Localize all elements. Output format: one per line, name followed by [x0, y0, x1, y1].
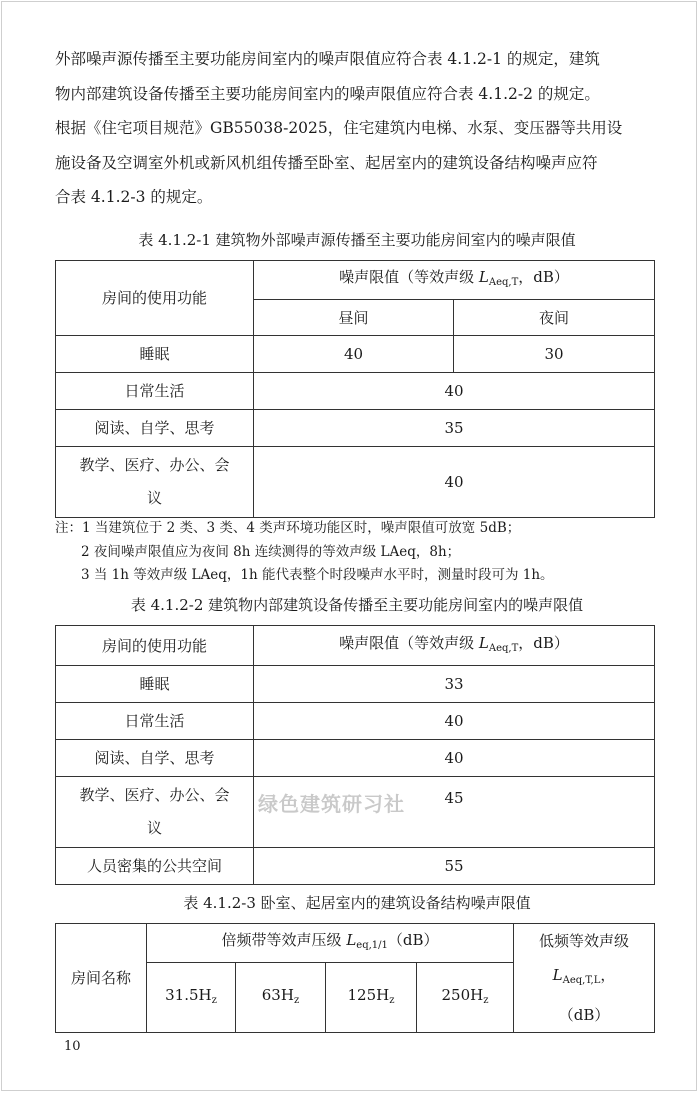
table3-octave-header [147, 924, 514, 963]
table-cell-value: 55 [254, 848, 655, 885]
room-line: 教学、医疗、办公、会 [79, 456, 230, 474]
table-cell-value: 40 [254, 703, 655, 740]
band-header-250 [417, 963, 514, 1033]
header-text: ，dB） [518, 633, 569, 652]
table-row-room: 日常生活 [56, 703, 254, 740]
table-row-room [56, 447, 254, 518]
body-paragraph [55, 42, 659, 215]
band-number: 125 [347, 985, 377, 1004]
table-cell-value: 33 [254, 666, 655, 703]
table2-limit-header [254, 626, 655, 666]
table1-day-header: 昼间 [254, 300, 454, 336]
table-cell-value: 40 [254, 373, 655, 410]
table-row-room: 阅读、自学、思考 [56, 740, 254, 777]
header-text: 倍频带等效声压级 [221, 931, 347, 950]
band-header-125 [326, 963, 417, 1033]
symbol-l: L [478, 633, 489, 652]
header-line: （dB） [558, 1006, 610, 1024]
band-number: 250 [441, 985, 471, 1004]
band-unit-sub: z [483, 994, 489, 1006]
paragraph-line: 施设备及空调室外机或新风机组传播至卧室、起居室内的建筑设备结构噪声应符 [55, 153, 598, 172]
band-unit: H [470, 985, 484, 1004]
header-text: （dB） [387, 931, 439, 950]
table-cell-value: 35 [254, 410, 655, 447]
note-line: 注：1 当建筑位于 2 类、3 类、4 类声环境功能区时，噪声限值可放宽 5dB； [55, 520, 521, 536]
table-row-room: 阅读、自学、思考 [56, 410, 254, 447]
header-text: ， [600, 966, 616, 984]
symbol-l: L [478, 268, 489, 286]
paragraph-line: 合表 4.1.2-3 的规定。 [55, 188, 213, 206]
band-header-31-5 [147, 963, 236, 1033]
note-line: 2 夜间噪声限值应为夜间 8h 连续测得的等效声级 LAeq，8h； [81, 543, 461, 560]
room-line: 议 [146, 489, 162, 507]
symbol-subscript: Aeq,T [488, 277, 519, 288]
table1-notes [55, 517, 659, 588]
band-unit-sub: z [293, 994, 300, 1006]
table3-room-header: 房间名称 [56, 924, 147, 1033]
table1-night-header: 夜间 [454, 300, 655, 336]
table-row-room: 人员密集的公共空间 [56, 848, 254, 885]
paragraph-line: 物内部建筑设备传播至主要功能房间室内的噪声限值应符合表 4.1.2-2 的规定。 [55, 84, 600, 103]
symbol-subscript: eq,1/1 [356, 940, 388, 952]
table-row-room: 睡眠 [56, 336, 254, 373]
watermark: 绿色建筑研习社 [258, 792, 405, 816]
table-row-room: 睡眠 [56, 666, 254, 703]
symbol-l: L [346, 931, 357, 950]
band-unit-sub: z [389, 994, 395, 1006]
table1-limit-header [254, 261, 655, 300]
symbol-l: L [552, 966, 563, 984]
room-line: 议 [146, 819, 162, 837]
band-header-63 [236, 963, 326, 1033]
note-line: 3 当 1h 等效声级 LAeq，1h 能代表整个时段噪声水平时，测量时段可为 1h。 [81, 567, 554, 583]
table-cell-value: 40 [254, 447, 655, 518]
table-cell-day: 40 [254, 336, 454, 373]
table3-low-freq-header [514, 924, 655, 1033]
paragraph-line: 外部噪声源传播至主要功能房间室内的噪声限值应符合表 4.1.2-1 的规定，建筑 [55, 50, 600, 68]
table1 [55, 260, 655, 518]
table-cell-value: 45 [254, 777, 655, 848]
band-unit: H [280, 985, 294, 1004]
band-unit-sub: z [211, 994, 217, 1006]
table3 [55, 923, 655, 1033]
table-row-room: 日常生活 [56, 373, 254, 410]
band-unit: H [376, 985, 390, 1004]
table-cell-night: 30 [454, 336, 655, 373]
document-page [1, 1, 697, 1091]
symbol-subscript: Aeq,T [488, 642, 519, 654]
header-text: 噪声限值（等效声级 [339, 268, 479, 286]
table-cell-value: 40 [254, 740, 655, 777]
room-line: 教学、医疗、办公、会 [79, 786, 230, 804]
table1-col-header: 房间的使用功能 [56, 261, 254, 336]
header-line: 低频等效声级 [539, 932, 630, 950]
paragraph-line: 根据《住宅项目规范》GB55038-2025，住宅建筑内电梯、水泵、变压器等共用设 [55, 119, 623, 137]
header-text: ，dB） [518, 268, 569, 286]
table3-caption: 表 4.1.2-3 卧室、起居室内的建筑设备结构噪声限值 [183, 894, 531, 912]
header-line [518, 958, 650, 998]
band-unit: H [198, 985, 212, 1004]
table2-caption: 表 4.1.2-2 建筑物内部建筑设备传播至主要功能房间室内的噪声限值 [130, 596, 584, 614]
table-row-room [56, 777, 254, 848]
header-text: 噪声限值（等效声级 [339, 633, 479, 652]
table2-col-header: 房间的使用功能 [56, 626, 254, 666]
band-number: 31.5 [165, 985, 199, 1004]
table1-caption: 表 4.1.2-1 建筑物外部噪声源传播至主要功能房间室内的噪声限值 [138, 231, 576, 249]
page-number: 10 [64, 1039, 81, 1054]
table2 [55, 625, 655, 885]
band-number: 63 [261, 985, 281, 1004]
symbol-subscript: Aeq,T,L [562, 975, 601, 986]
